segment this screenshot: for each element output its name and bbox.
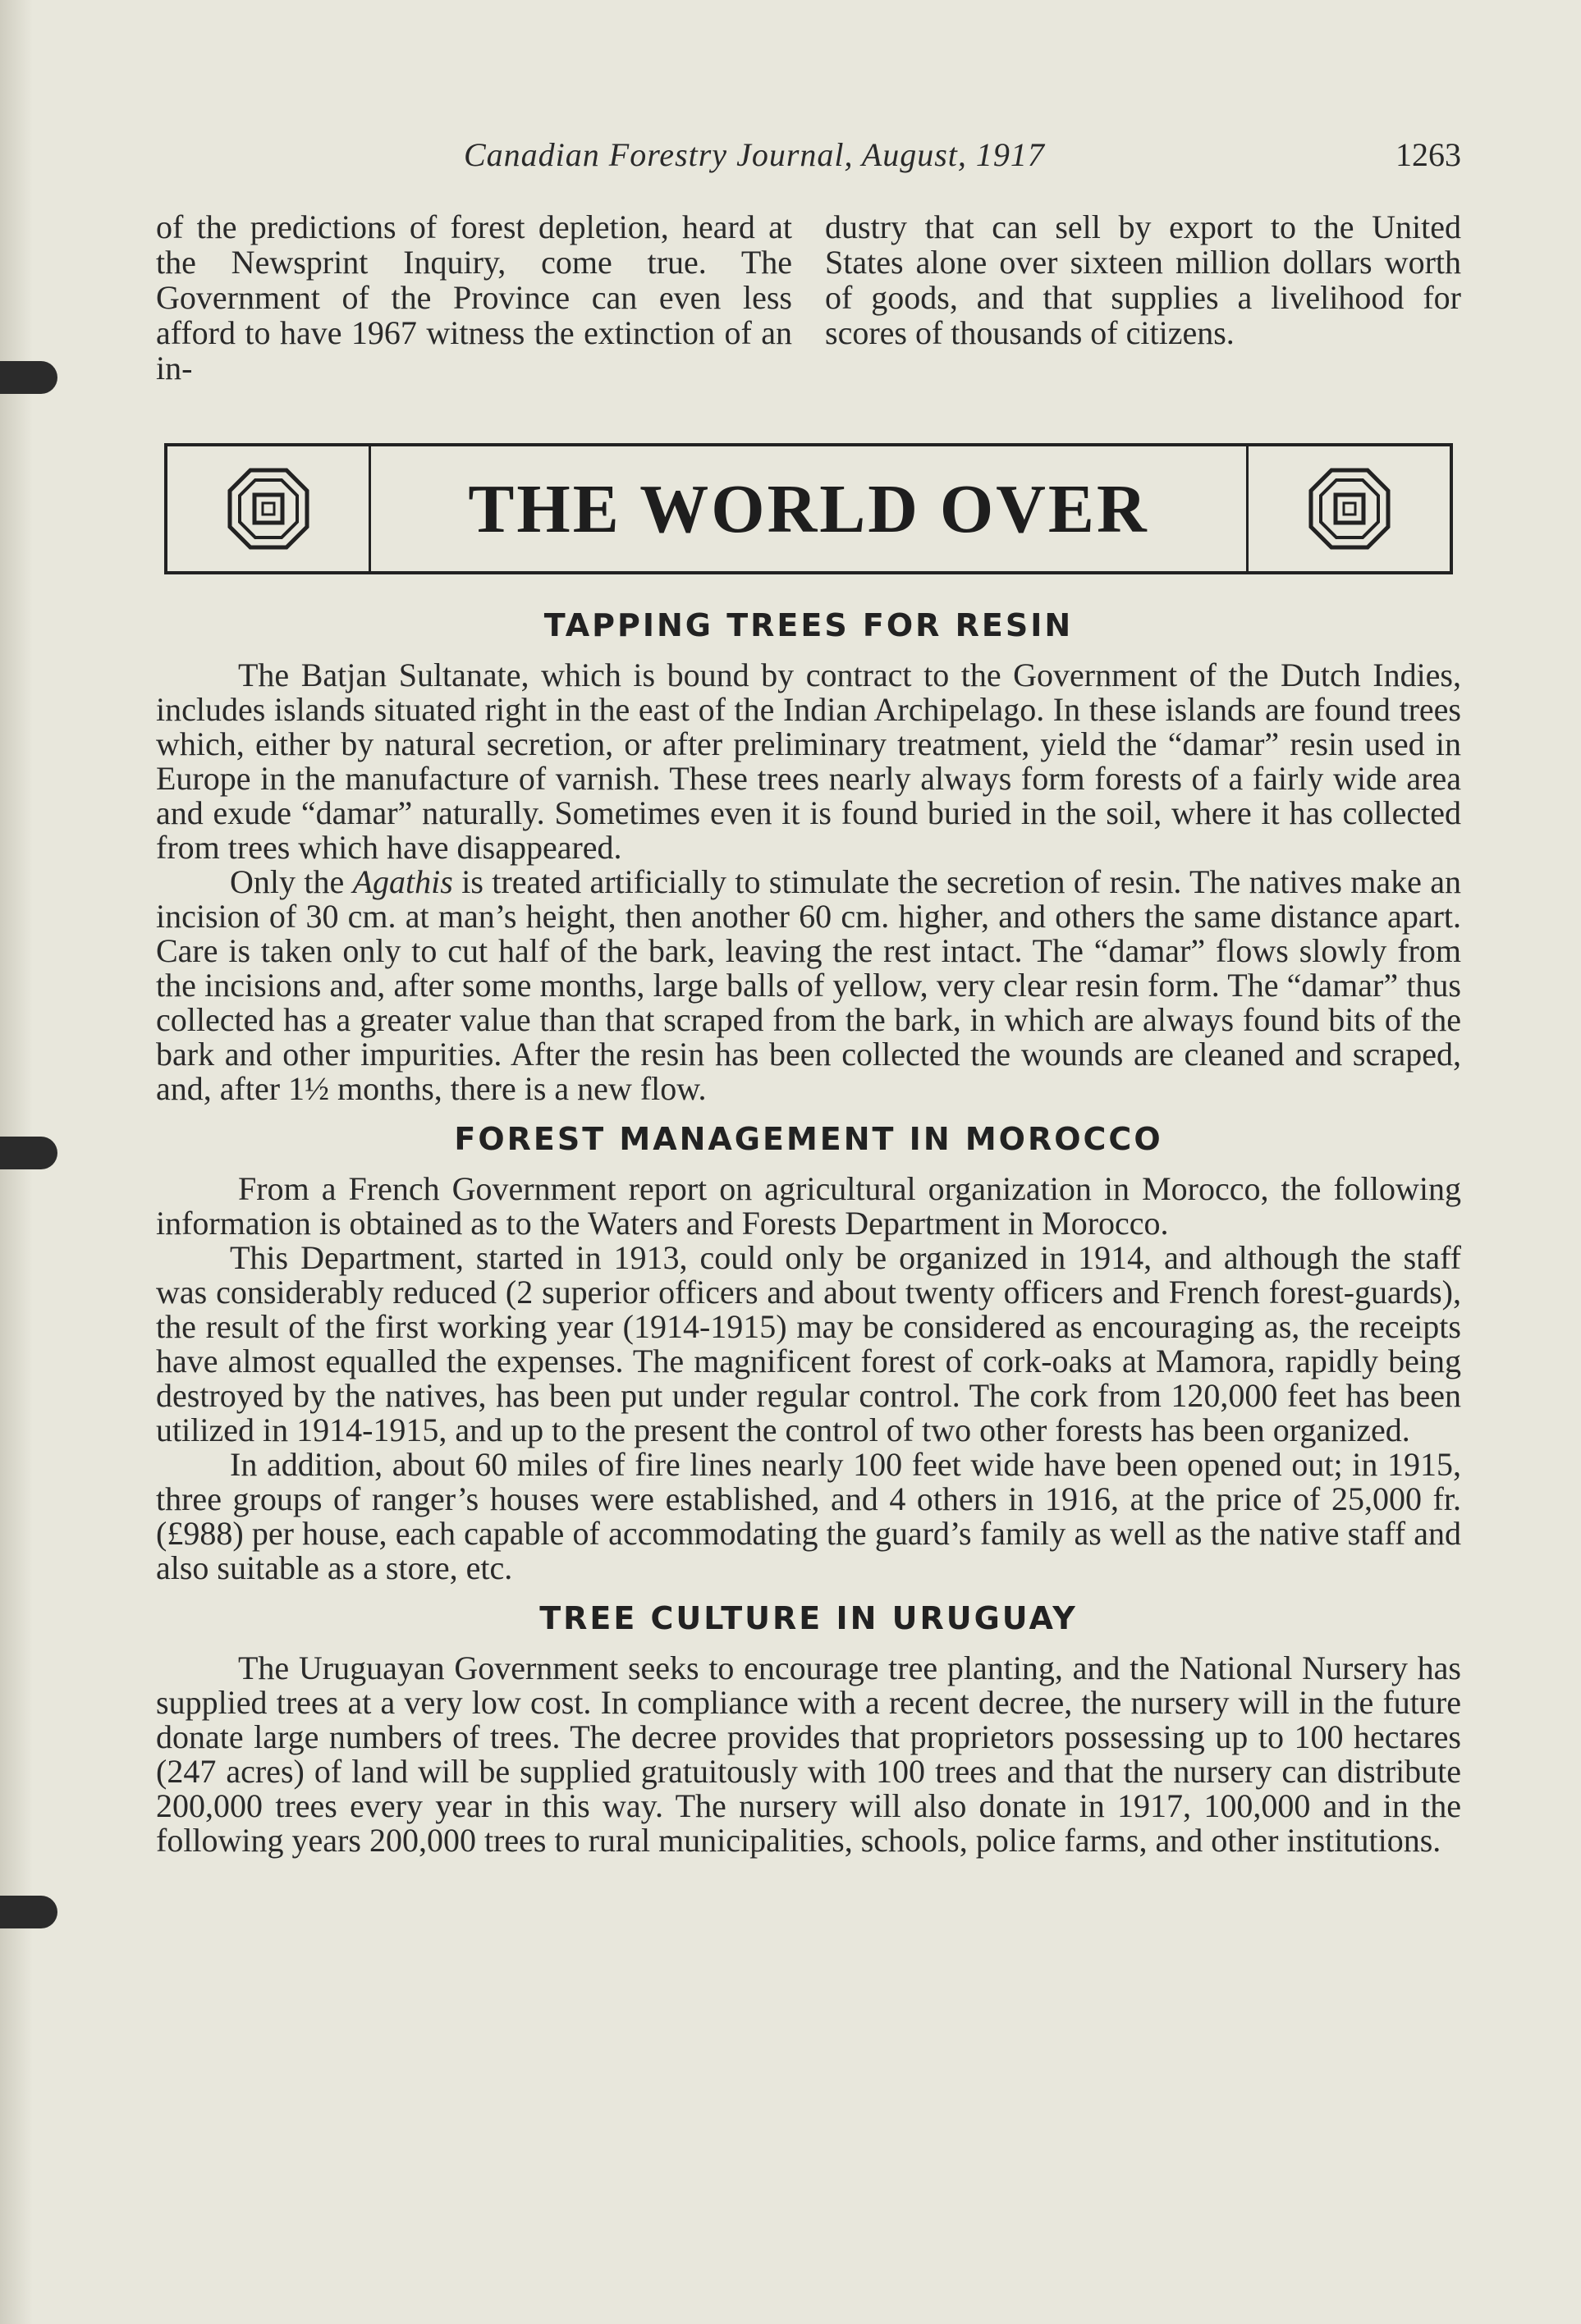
page-number: 1263: [1395, 136, 1461, 173]
paragraph-text: is treated artificially to stimulate the secretion of resin. The natives make an incision of 30 cm. at man’s height, then another 60 cm. higher, and others the same distance apart. Care is taken only to cut half of the bark, leaving the rest intact. The “damar” flows slowly from the incisions and, after some months, large balls of yellow, very clear resin form. The “damar” thus collected has a greater value than that scraped from the bark, in which are always found bits of the bark and other impurities. After the resin has been collected the wounds are cleaned and scraped, and, after 1½ months, there is a new flow.: [156, 863, 1462, 1107]
intro-left-column: [156, 209, 792, 394]
article-paragraph: In addition, about 60 miles of fire lines nearly 100 feet wide have been opened out; in 1915, three groups of ranger’s houses were established, and 4 others in 1916, at the price of 25,000 fr. (£988) per house, each capable of accommodating the guard’s family as well as the native staff and also suitable as a store, etc.: [156, 1446, 1461, 1586]
article-uruguay: [156, 1600, 1461, 1858]
article-heading: TREE CULTURE IN URUGUAY: [539, 1600, 1078, 1636]
running-head: Canadian Forestry Journal, August, 1917: [464, 136, 1045, 173]
articles: [156, 607, 1461, 1873]
intro-left-text: of the predictions of forest depletion, heard at the Newsprint Inquiry, come true. The Government of the Province can even less afford to have 1967 witness the extinction of an in-: [156, 208, 792, 387]
page-header: [156, 135, 1461, 185]
article-paragraph: The Uruguayan Government seeks to encourage tree planting, and the National Nursery has supplied trees at a very low cost. In compliance with a recent decree, the nursery will in the future donate large numbers of trees. The decree provides that proprietors possessing up to 100 hectares (247 acres) of land will be supplied gratuitously with 100 trees and that the nursery can distribute 200,000 trees every year in this way. The nursery will also donate in 1917, 100,000 and in the following years 200,000 trees to rural municipalities, schools, police farms, and other institutions.: [156, 1649, 1461, 1859]
species-name: Agathis: [352, 863, 453, 900]
octagon-ornament-icon: [223, 464, 314, 554]
intro-columns: [156, 209, 1461, 394]
octagon-ornament-icon: [1304, 464, 1395, 554]
article-paragraph: [156, 865, 1461, 1106]
binding-mark: [0, 1137, 57, 1169]
intro-right-text: dustry that can sell by export to the United States alone over sixteen million dollars worth of goods, and that supplies a livelihood for scores of thousands of citizens.: [825, 208, 1461, 351]
article-resin: [156, 607, 1461, 1106]
article-paragraph: From a French Government report on agricultural organization in Morocco, the following information is obtained as to the Waters and Forests Department in Morocco.: [156, 1170, 1461, 1242]
binding-mark: [0, 1896, 57, 1928]
banner-left-cell: [167, 446, 371, 571]
article-paragraph: The Batjan Sultanate, which is bound by contract to the Government of the Dutch Indies, includes islands situated right in the east of the Indian Archipelago. In these islands are found trees which, either by natural secretion, or after preliminary treatment, yield the “damar” resin used in Europe in the manufacture of varnish. These trees nearly always form forests of a fairly wide area and exude “damar” naturally. Sometimes even it is found buried in the soil, where it has collected from trees which have disappeared.: [156, 656, 1461, 866]
intro-right-column: [825, 209, 1461, 394]
article-heading: FOREST MANAGEMENT IN MOROCCO: [454, 1121, 1163, 1157]
binding-mark: [0, 361, 57, 394]
article-heading: TAPPING TREES FOR RESIN: [543, 607, 1074, 643]
article-morocco: [156, 1121, 1461, 1585]
banner-right-cell: [1246, 446, 1450, 571]
banner-title: THE WORLD OVER: [468, 470, 1149, 547]
section-banner: [164, 443, 1453, 574]
article-paragraph: This Department, started in 1913, could only be organized in 1914, and although the staff was considerably reduced (2 superior officers and about twenty officers and French forest-guards), the result of the first working year (1914-1915) may be considered as encouraging as, the receipts have almost equalled the expenses. The magnificent forest of cork-oaks at Mamora, rapidly being destroyed by the natives, has been put under regular control. The cork from 120,000 feet has been utilized in 1914-1915, and up to the present the control of two other forests has been organized.: [156, 1239, 1461, 1448]
paragraph-text: Only the: [230, 863, 353, 900]
